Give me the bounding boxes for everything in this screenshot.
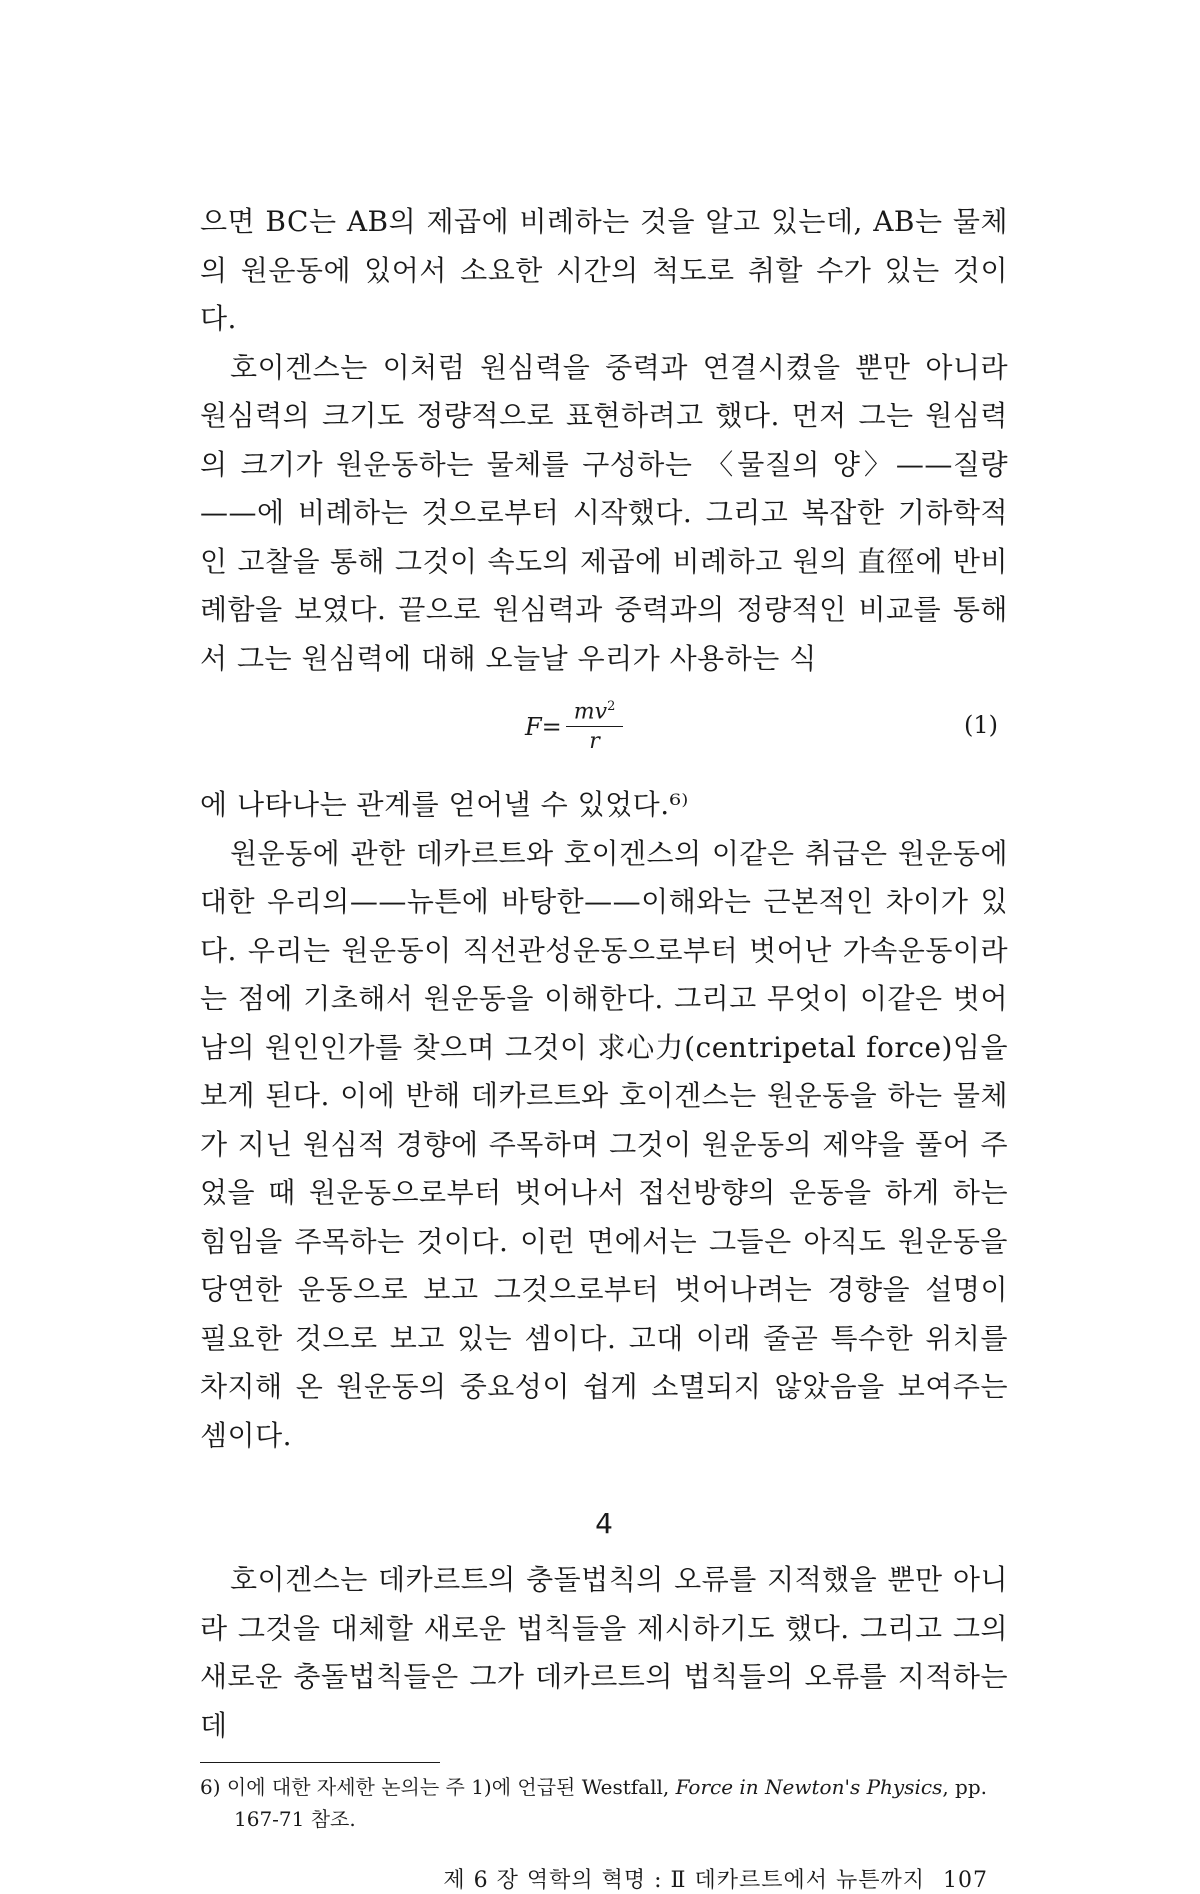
equation-numerator xyxy=(566,699,624,727)
numerator-exponent: 2 xyxy=(607,699,616,714)
numerator-text: mv xyxy=(573,699,608,725)
footnote xyxy=(200,1771,1008,1835)
equation-denominator: r xyxy=(589,729,600,755)
book-page xyxy=(200,198,1008,1894)
paragraph-centrifugal-force: 호이겐스는 이처럼 원심력을 중력과 연결시켰을 뿐만 아니라 원심력의 크기도 정량적으로 표현하려고 했다. 먼저 그는 원심력의 크기가 원운동하는 물체를 구성하는 〈물질의 양〉——질량——에 비례하는 것으로부터 시작했다. 그리고 복잡한 기하학적인 고찰을 통해 그것이 속도의 제곱에 비례하고 원의 直徑에 반비례함을 보였다. 끝으로 원심력과 중력과의 정량적인 비교를 통해서 그는 원심력에 대해 오늘날 우리가 사용하는 식 xyxy=(200,350,1008,675)
page-number: 107 xyxy=(943,1868,988,1893)
paragraph-continuation: 으면 BC는 AB의 제곱에 비례하는 것을 알고 있는데, AB는 물체의 원운동에 있어서 소요한 시간의 척도로 취할 수가 있는 것이다. xyxy=(200,205,1008,335)
footnote-book-title: Force in Newton's Physics xyxy=(675,1775,943,1799)
footnote-text: 이에 대한 자세한 논의는 주 1)에 언급된 Westfall, xyxy=(226,1775,676,1799)
running-footer xyxy=(200,1863,1008,1894)
equation-fraction xyxy=(566,699,624,754)
section-heading: 4 xyxy=(595,1507,613,1540)
equation-block xyxy=(200,691,1008,781)
equation-number: (1) xyxy=(964,711,998,739)
footnote-divider xyxy=(200,1762,440,1763)
paragraph-after-equation: 에 나타나는 관계를 얻어낼 수 있었다.⁶⁾ xyxy=(200,788,689,821)
running-title: 제 6 장 역학의 혁명 : Ⅱ 데카르트에서 뉴튼까지 xyxy=(443,1868,925,1893)
equation-lhs: F= xyxy=(525,712,562,741)
footnote-marker: 6) xyxy=(200,1775,221,1799)
centripetal-force-formula xyxy=(525,699,623,754)
paragraph-section-4: 호이겐스는 데카르트의 충돌법칙의 오류를 지적했을 뿐만 아니라 그것을 대체할 새로운 법칙들을 제시하기도 했다. 그리고 그의 새로운 충돌법칙들은 그가 데카르트의 법칙들의 오류를 지적하는 데 xyxy=(200,1563,1008,1742)
paragraph-circular-motion: 원운동에 관한 데카르트와 호이겐스의 이같은 취급은 원운동에 대한 우리의——뉴튼에 바탕한——이해와는 근본적인 차이가 있다. 우리는 원운동이 직선관성운동으로부터 벗어난 가속운동이라는 점에 기초해서 원운동을 이해한다. 그리고 무엇이 이같은 벗어남의 원인인가를 찾으며 그것이 求心力(centripetal force)임을 보게 된다. 이에 반해 데카르트와 호이겐스는 원운동을 하는 물체가 지닌 원심적 경향에 주목하며 그것이 원운동의 제약을 풀어 주었을 때 원운동으로부터 벗어나서 접선방향의 운동을 하게 하는 힘임을 주목하는 것이다. 이런 면에서는 그들은 아직도 원운동을 당연한 운동으로 보고 그것으로부터 벗어나려는 경향을 설명이 필요한 것으로 보고 있는 셈이다. 고대 이래 줄곧 특수한 위치를 차지해 온 원운동의 중요성이 쉽게 소멸되지 않았음을 보여주는 셈이다. xyxy=(200,836,1008,1452)
footnote-pages: , pp. 167-71 참조. xyxy=(234,1775,988,1831)
